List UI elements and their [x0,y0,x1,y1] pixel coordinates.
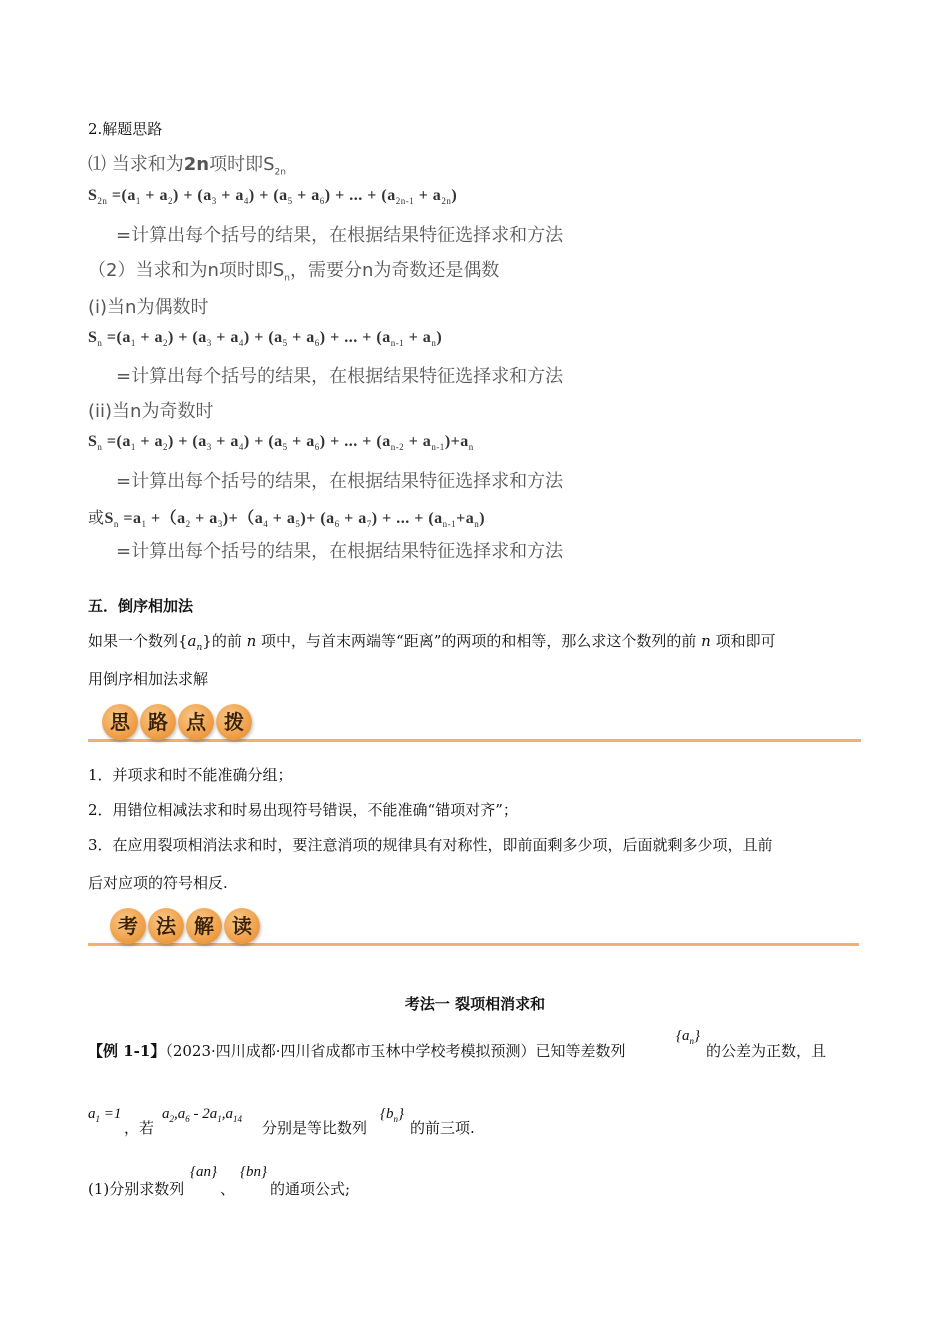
case1-title: ⑴ 当求和为2n项时即$S_{2n}$ [88,154,286,178]
section-heading: 2.解题思路 [88,120,163,138]
odd-title: (ii)当n为奇数时 [88,401,214,422]
q1-seq-a: {an} [190,1164,217,1180]
comma-if: ，若 [124,1119,155,1137]
calc-note-2: =计算出每个括号的结果，在根据结果特征选择求和方法 [116,366,564,387]
case2-title: （2）当求和为n项时即$S_n$，需要分n为奇数还是偶数 [88,260,500,284]
case1-formula: $S_{2n} =(a_1 + a_2) + (a_3 + a_4) + (a_5 + a_6)$ + ... + $(a_{2n-1} + a_{2n})$ [88,187,458,207]
banner-char: 考 [110,908,146,944]
banner-tips [88,704,861,748]
tip-item: 1．并项求和时不能准确分组； [88,766,293,784]
question-1-suffix: 的通项公式; [270,1180,351,1198]
tip-item: 后对应项的符号相反. [88,874,228,892]
banner-underline [88,739,861,742]
calc-note-3: =计算出每个括号的结果，在根据结果特征选择求和方法 [116,471,564,492]
banner-char: 读 [224,908,260,944]
seq-b: $\{b_n\}$ [380,1106,404,1124]
terms: $a_2,a_6 - 2a_1,a_{14}$ [162,1106,242,1124]
calc-note-1: =计算出每个括号的结果，在根据结果特征选择求和方法 [116,225,564,246]
example-label: 【例 1-1】 [88,1042,166,1060]
banner-char: 解 [186,908,222,944]
section5-body-line1: 如果一个数列$\{a_n\}$的前 n 项中，与首末两端等“距离”的两项的和相等，那么求这个数列的前 n 项和即可 [88,632,776,653]
calc-note-4: =计算出每个括号的结果，在根据结果特征选择求和方法 [116,541,564,562]
method-title: 考法一 裂项相消求和 [404,995,546,1013]
question-1-sep: 、 [220,1180,236,1198]
banner-char: 拨 [216,704,252,740]
banner-char: 思 [102,704,138,740]
section5-body-line2: 用倒序相加法求解 [88,670,209,688]
tip-item: 2．用错位相减法求和时易出现符号错误，不能准确“错项对齐”； [88,801,518,819]
banner-char: 点 [178,704,214,740]
even-title: (i)当n为偶数时 [88,297,209,318]
even-formula: $S_n =(a_1 + a_2) + (a_3 + a_4) + (a_5 + a_6)$ + ... + $(a_{n-1} + a_n)$ [88,329,443,349]
example-text-a: 的公差为正数，且 [706,1042,827,1060]
example-line1 [88,1040,626,1061]
example-text-b: 分别是等比数列 [262,1119,368,1137]
section5-heading: 五．倒序相加法 [88,597,194,615]
seq-a: $\{a_n\}$ [676,1028,700,1046]
tip-item: 3．在应用裂项相消法求和时，要注意消项的规律具有对称性，即前面剩多少项，后面就剩多少项，且前 [88,836,773,854]
odd-formula-1: $S_n =(a_1 + a_2) + (a_3 + a_4) + (a_5 + a_6)$ + ... + $(a_{n-2} + a_{n-1})+a_n$ [88,433,474,453]
question-1-prefix: (1)分别求数列 [88,1180,185,1198]
banner-char: 路 [140,704,176,740]
q1-seq-b: {bn} [240,1164,267,1180]
banner-methods [88,908,859,952]
odd-formula-2: 或$S_n =a_1 +(a_2 + a_3)+(a_4 + a_5)+ (a_6 + a_7)$ + ... + $(a_{n-1}+a_n)$ [88,508,486,530]
example-text-c: 的前三项. [410,1119,475,1137]
condition: $a_1 =1$ [88,1106,122,1124]
banner-char: 法 [148,908,184,944]
example-source: （2023·四川成都·四川省成都市玉林中学校考模拟预测）已知等差数列 [165,1042,626,1060]
